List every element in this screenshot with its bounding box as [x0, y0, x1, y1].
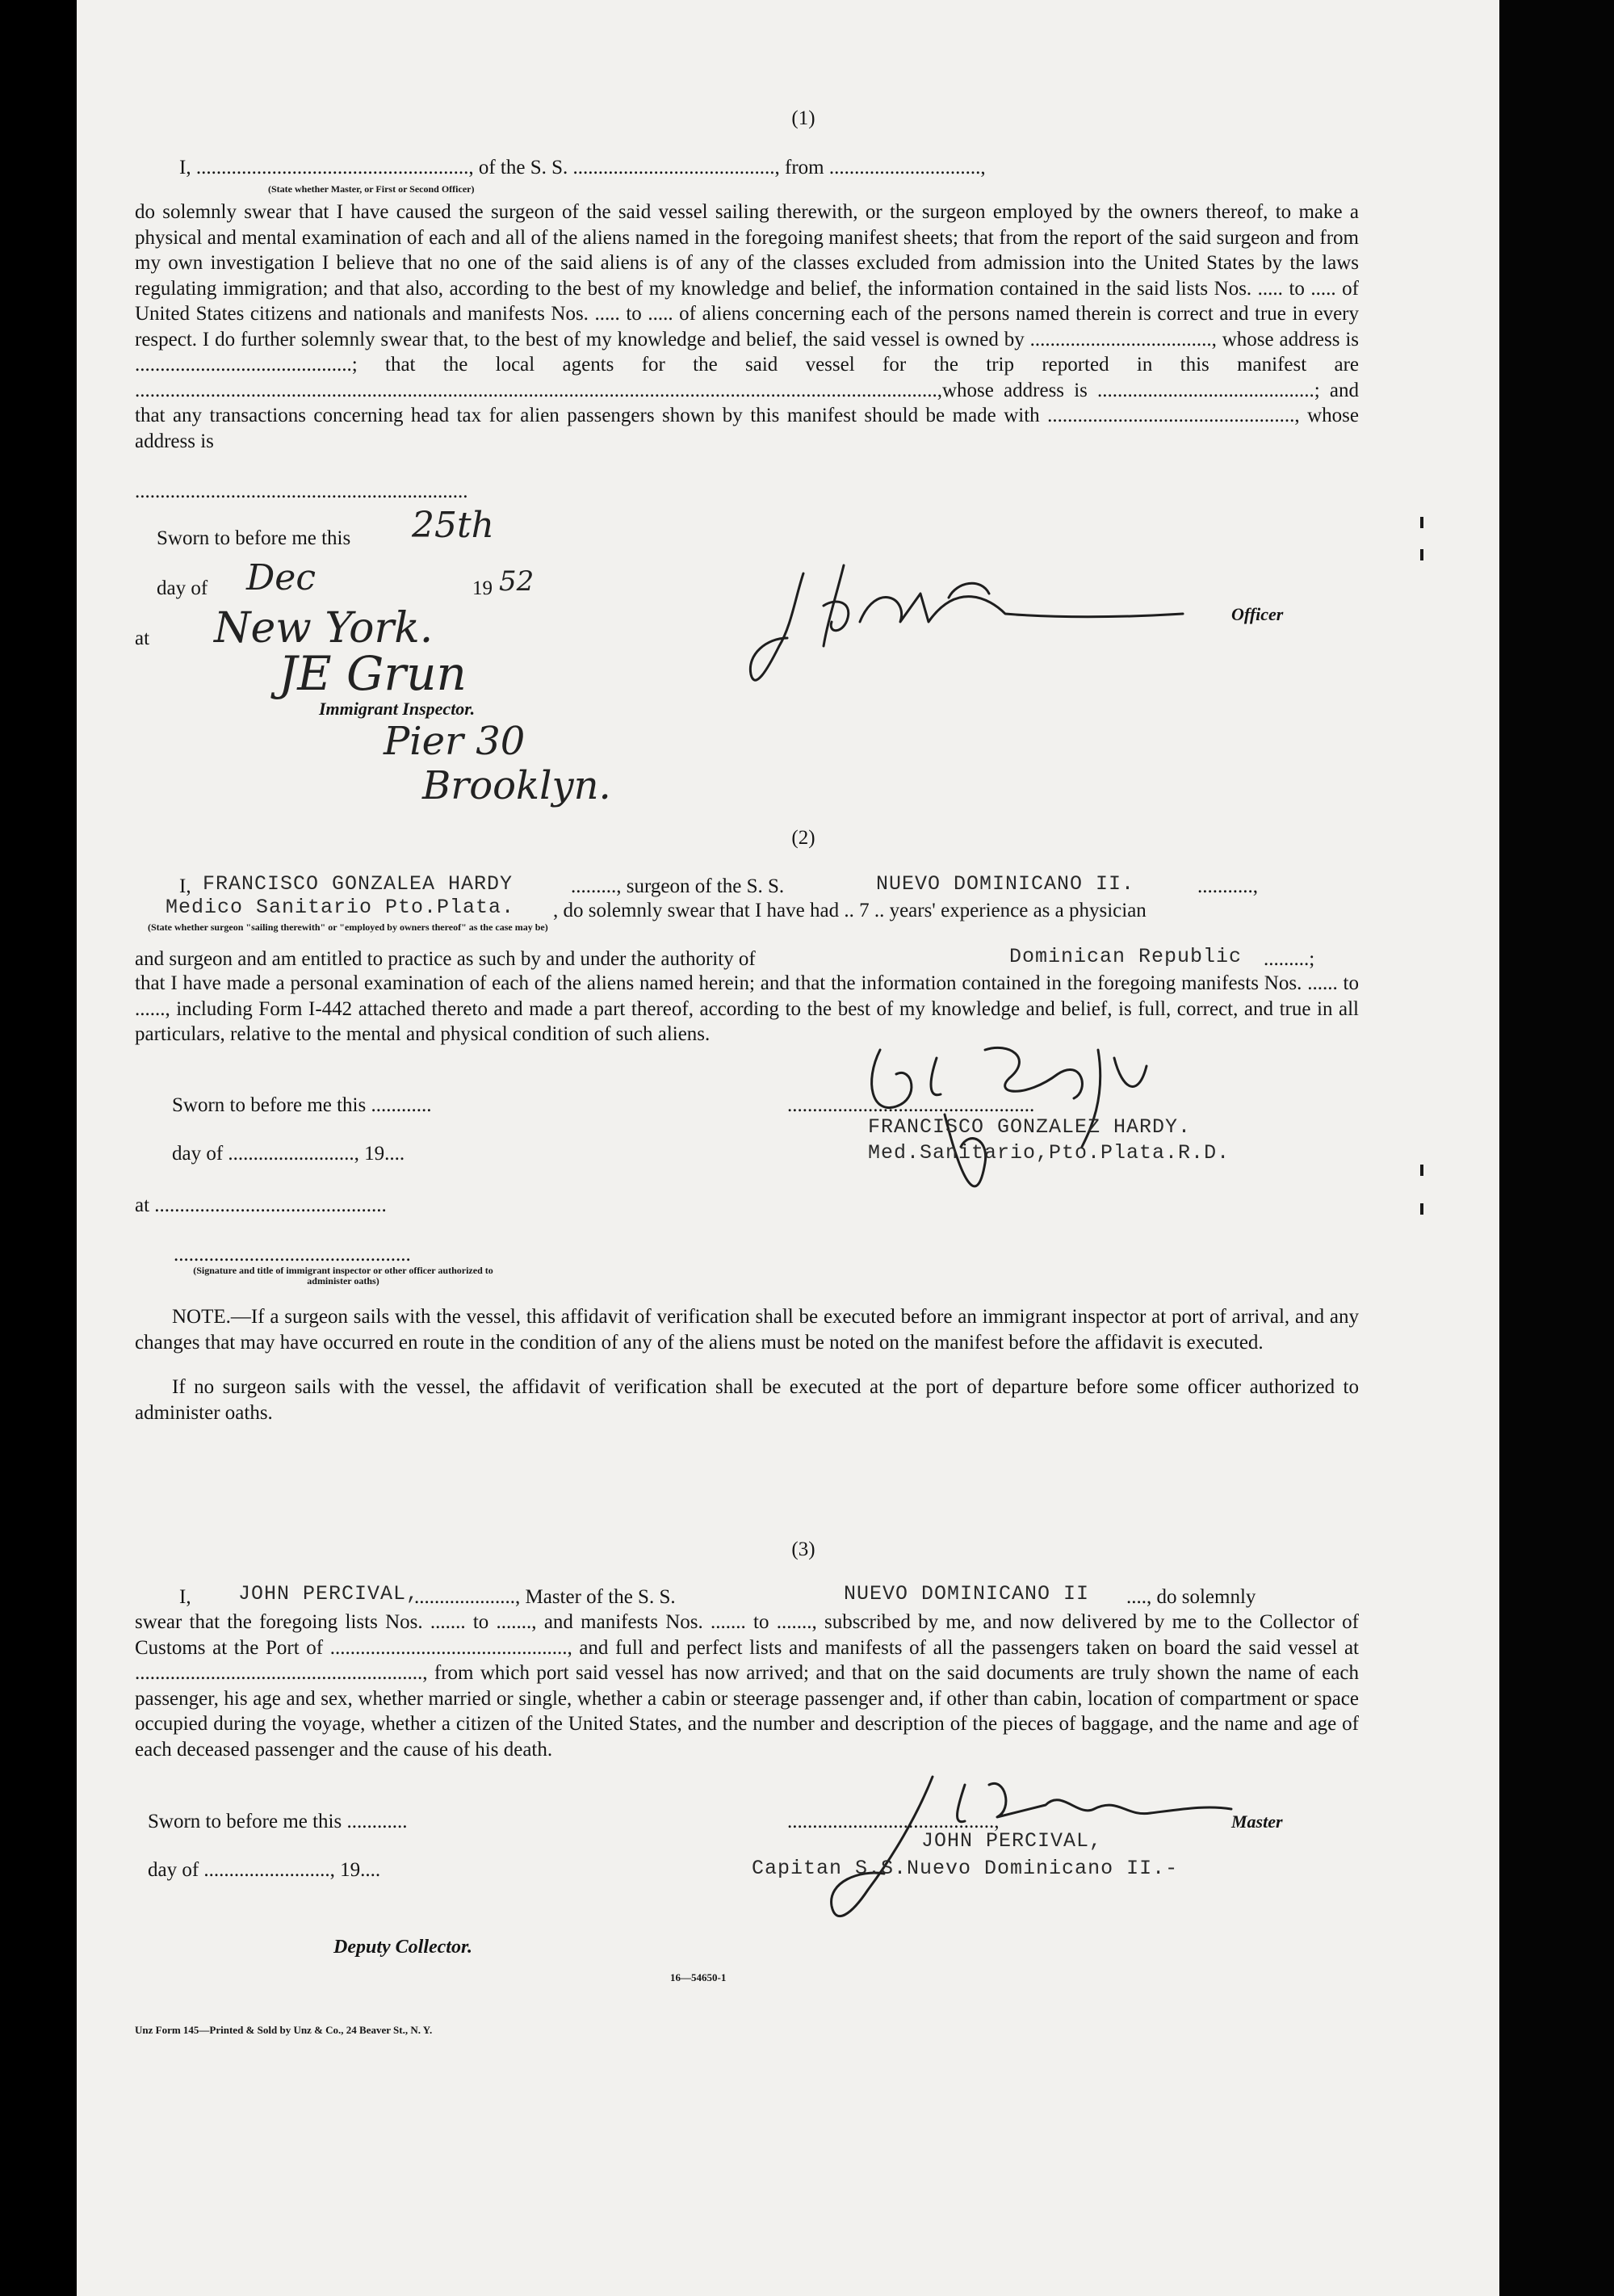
section-1-caption: (State whether Master, or First or Second Officer): [268, 183, 475, 195]
section-2-sig-caption: (Signature and title of immigrant inspector or other officer authorized to administer oaths): [193, 1265, 493, 1287]
section-2-line2-rest: , do solemnly swear that I have had .. 7 .. years' experience as a physician: [553, 900, 1147, 921]
deputy-collector-caption: Deputy Collector.: [333, 1937, 472, 1958]
day-handwritten: Dec: [246, 557, 316, 598]
section-2-number: (2): [791, 827, 815, 849]
form-number: 16—54650-1: [670, 1971, 727, 1983]
dayof-label-1: day of: [157, 577, 208, 599]
surgeon-ship-name: NUEVO DOMINICANO II.: [876, 872, 1135, 896]
section-3-sig-dots: .........................................,: [787, 1811, 1000, 1832]
pier-handwritten: Pier 30: [384, 719, 526, 764]
section-1-body: do solemnly swear that I have caused the surgeon of the said vessel sailing therewith, or the surgeon employed by the owners thereof, to make a physical and mental examination of each and all of the aliens named in the foregoing manifest sheets; that from the report of the said surgeon and from my own investigation I believe that no one of the said aliens is of any of the classes excluded from admission into the United States by the laws regulating immigration; and that also, according to the best of my knowledge and belief, the information contained in the said lists Nos. ..... to ..... of United States citizens and nationals and manifests Nos. ..... to ..... of aliens concerning each of the persons named therein is correct and true in every respect. I do further solemnly swear that, to the best of my knowledge and belief, the said vessel is owned by ...................................., whose address is ...........................................; that the local agents for the said vessel for the trip reported in this manifest are ...............................................................................................................................................................,whose address is ...........................................; and that any transactions concerning head tax for alien passengers shown by this manifest should be made with ................................................., whose address is: [135, 201, 1359, 452]
section-3-line1-end: ...., do solemnly: [1126, 1586, 1256, 1608]
inspector-signature: JE Grun: [279, 646, 467, 701]
printer-footer: Unz Form 145—Printed & Sold by Unz & Co., 24 Beaver St., N. Y.: [135, 2024, 433, 2036]
scan-edge: [1499, 0, 1614, 2296]
sworn-label-2: Sworn to before me this ............: [172, 1094, 432, 1116]
section-3-body: swear that the foregoing lists Nos. ....... to ......., and manifests Nos. ....... to ......., subscribed by me, and now delivered by me to the Collector of Customs at the Port of ..............................................., and full and perfect lists and manifests of all the passengers taken on board the said vessel at ........................................................., from which port said vessel has now arrived; and that on the said documents are truly shown the name of each passenger, his age and sex, whether married or single, whether a cabin or steerage passenger and, if other than cabin, location of compartment or space occupied during the voyage, whether a citizen of the United States, and the number and description of the pieces of baggage, and the name and age of each deceased passenger and the cause of his death.: [135, 1611, 1359, 1761]
at-label-1: at: [135, 628, 150, 649]
section-2-i: I,: [179, 875, 191, 897]
officer-signature: [747, 549, 1312, 711]
margin-mark: [1420, 1203, 1423, 1215]
section-2-body: that I have made a personal examination of each of the aliens named herein; and that the information contained in the foregoing manifests Nos. ...... to ......, including Form I-442 attached thereto and made a part thereof, according to the best of my knowledge and belief, is full, correct, and true in all particulars, relative to the mental and physical condition of such aliens.: [135, 972, 1359, 1045]
section-1-first-line: I, ......................................................, of the S. S. ........................................, from ..............................,: [179, 157, 986, 178]
master-caption: Master: [1231, 1811, 1283, 1832]
place-handwritten: New York.: [214, 604, 434, 653]
master-sign-title: Capitan S.S.Nuevo Dominicano II.-: [752, 1857, 1179, 1880]
section-3-i: I,: [179, 1586, 191, 1608]
margin-mark: [1420, 517, 1423, 528]
surgeon-authority: Dominican Republic: [1009, 945, 1243, 968]
section-2-dots: ...............................................: [174, 1244, 411, 1266]
year-handwritten: 52: [499, 565, 535, 598]
dayof-label-3: day of ........................., 19....: [148, 1859, 381, 1881]
section-3-line1-mid: ...................., Master of the S. S.: [414, 1586, 676, 1608]
master-sign-name: JOHN PERCIVAL,: [921, 1829, 1103, 1853]
at-label-2: at ..............................................: [135, 1194, 387, 1216]
surgeon-sign-name: FRANCISCO GONZALEZ HARDY.: [868, 1115, 1192, 1139]
section-2-authority-tail: .........;: [1264, 948, 1315, 970]
year-prefix-1: 19: [472, 577, 493, 599]
manifest-affidavit-page: [77, 0, 1499, 2296]
surgeon-sign-title: Med.Sanitario,Pto.Plata.R.D.: [868, 1141, 1230, 1165]
master-name: JOHN PERCIVAL,: [238, 1582, 420, 1606]
margin-mark: [1420, 1165, 1423, 1176]
section-2-authority-line: and surgeon and am entitled to practice as such by and under the authority of: [135, 948, 756, 970]
sworn-label-1: Sworn to before me this: [157, 527, 351, 549]
section-1-dots: ..................................................................: [135, 481, 468, 502]
margin-mark: [1420, 549, 1423, 560]
inspector-caption: Immigrant Inspector.: [319, 699, 476, 719]
note-paragraph: NOTE.—If a surgeon sails with the vessel, this affidavit of verification shall be executed before an immigrant inspector at port of arrival, and any changes that may have occurred en route in the condition of any of the aliens must be noted on the manifest before the affidavit is executed.: [135, 1306, 1359, 1354]
section-2-line1-rest: ........., surgeon of the S. S.: [571, 875, 785, 897]
dayof-label-2: day of ........................., 19....: [172, 1143, 405, 1165]
section-2-sig-dots: .................................................: [787, 1094, 1035, 1116]
sworn-label-3: Sworn to before me this ............: [148, 1811, 408, 1832]
note-paragraph-2: If no surgeon sails with the vessel, the affidavit of verification shall be executed at the port of departure before some officer authorized to administer oaths.: [135, 1376, 1359, 1424]
section-2-caption: (State whether surgeon "sailing therewith" or "employed by owners thereof" as the case may be): [148, 921, 548, 933]
surgeon-name: FRANCISCO GONZALEA HARDY: [203, 872, 514, 896]
borough-handwritten: Brooklyn.: [422, 763, 611, 808]
section-3-number: (3): [791, 1538, 815, 1560]
surgeon-title: Medico Sanitario Pto.Plata.: [166, 896, 515, 919]
master-ship-name: NUEVO DOMINICANO II: [844, 1582, 1090, 1606]
officer-caption: Officer: [1231, 604, 1284, 624]
section-1-number: (1): [791, 107, 815, 129]
sworn-date-handwritten: 25th: [412, 505, 495, 546]
section-2-line1-tail: ...........,: [1197, 875, 1258, 897]
